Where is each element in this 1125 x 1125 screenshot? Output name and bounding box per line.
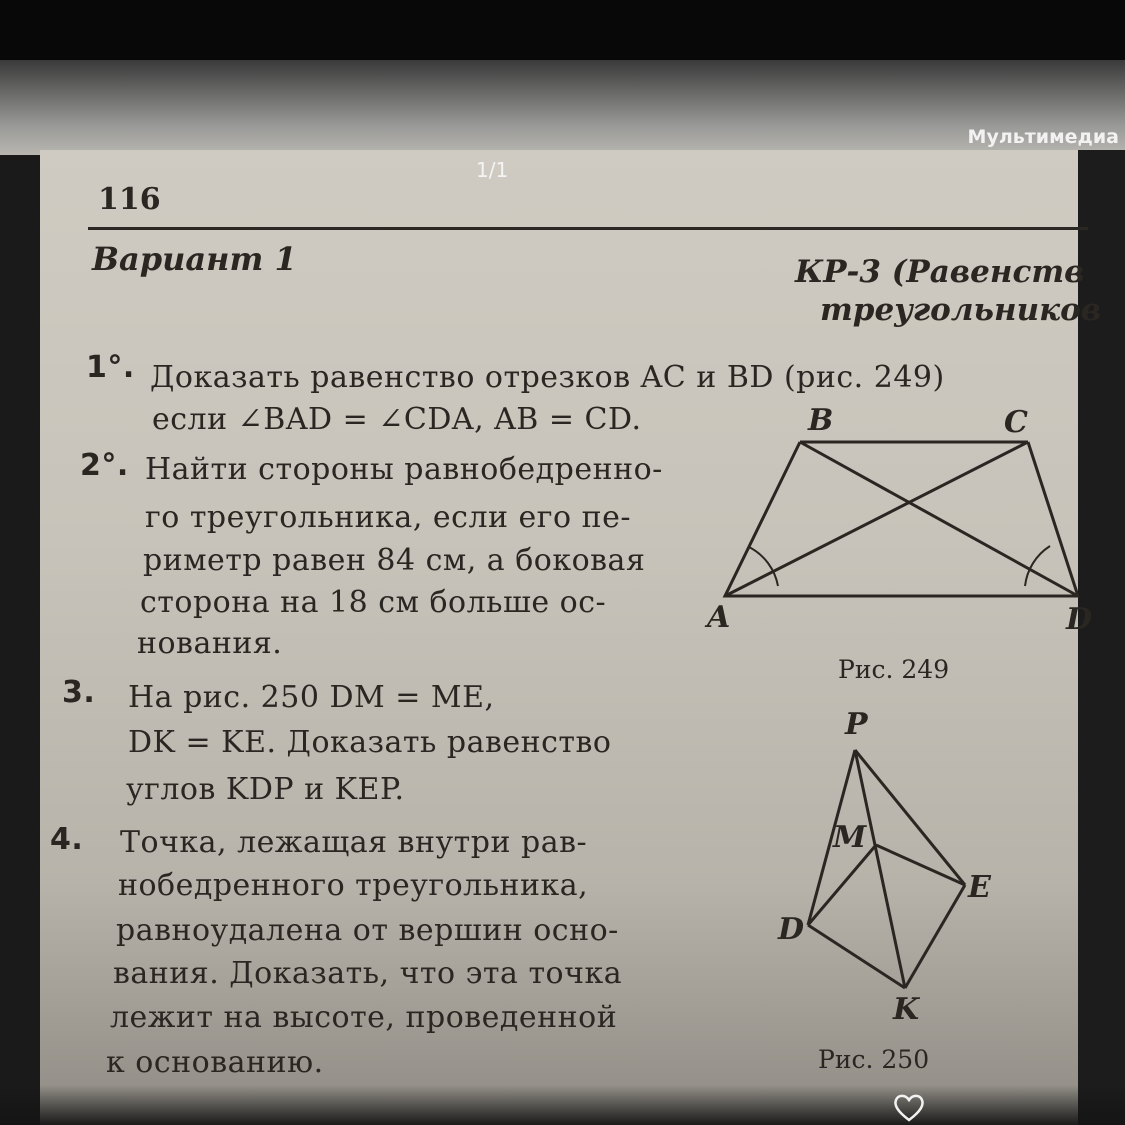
problem-4-line: Точка, лежащая внутри рав-	[120, 825, 588, 860]
problem-1-line: если ∠BAD = ∠CDA, AB = CD.	[152, 402, 642, 437]
fig249-label-c: C	[1004, 405, 1028, 440]
problem-3-line: На рис. 250 DM = ME,	[128, 680, 495, 715]
problem-2-line: го треугольника, если его пе-	[145, 500, 631, 535]
fig250-label-d: D	[778, 912, 805, 947]
problem-4-number: 4.	[50, 822, 84, 857]
fig250-label-p: P	[845, 707, 868, 742]
fig250-label-k: K	[893, 992, 920, 1027]
fig250-label-m: M	[833, 820, 867, 855]
page-counter: 1/1	[476, 158, 509, 182]
fig249-label-a: A	[707, 600, 731, 635]
problem-2-line: нования.	[137, 626, 283, 661]
problem-3-line: DK = KE. Доказать равенство	[128, 725, 612, 760]
fig250-segment-me	[876, 845, 965, 885]
test-title-line2: треугольников	[820, 292, 1102, 328]
problem-3-number: 3.	[62, 675, 96, 710]
multimedia-label[interactable]: Мультимедиа	[967, 126, 1119, 148]
problem-4-line: равноудалена от вершин осно-	[116, 913, 619, 948]
problem-3-line: углов KDP и KEP.	[126, 772, 405, 807]
fig250-label-e: E	[968, 870, 991, 905]
problem-2-line: риметр равен 84 см, а боковая	[143, 543, 646, 578]
problem-2-line: сторона на 18 см больше ос-	[140, 585, 607, 620]
problem-4-line: вания. Доказать, что эта точка	[113, 956, 623, 991]
fig249-caption: Рис. 249	[838, 655, 950, 684]
fig249-label-d: D	[1066, 602, 1093, 637]
problem-2-number: 2°.	[80, 448, 129, 483]
fig250-segment-pk	[855, 750, 905, 988]
fig250-segment-pe	[855, 750, 965, 885]
variant-heading: Вариант 1	[92, 240, 297, 278]
problem-2-line: Найти стороны равнобедренно-	[145, 452, 663, 487]
problem-4-line: лежит на высоте, проведенной	[110, 1000, 618, 1035]
fig249-label-b: B	[808, 403, 834, 438]
test-title-line1: КР-3 (Равенств	[795, 254, 1085, 290]
problem-1-line: Доказать равенство отрезков AC и BD (рис. 249)	[150, 360, 945, 395]
problem-1-number: 1°.	[86, 350, 135, 385]
fig249-trapezoid-outline	[725, 442, 1078, 596]
fig250-segment-dk	[808, 925, 905, 988]
bottom-dark-area	[0, 1085, 1125, 1125]
fig249-diagonal-ac	[725, 442, 1028, 596]
page-number: 116	[98, 182, 161, 217]
fig250-caption: Рис. 250	[818, 1045, 930, 1074]
problem-4-line: к основанию.	[106, 1045, 324, 1080]
problem-4-line: нобедренного треугольника,	[118, 868, 589, 903]
fig250-segment-ke	[905, 885, 965, 988]
heart-icon[interactable]	[893, 1093, 925, 1123]
